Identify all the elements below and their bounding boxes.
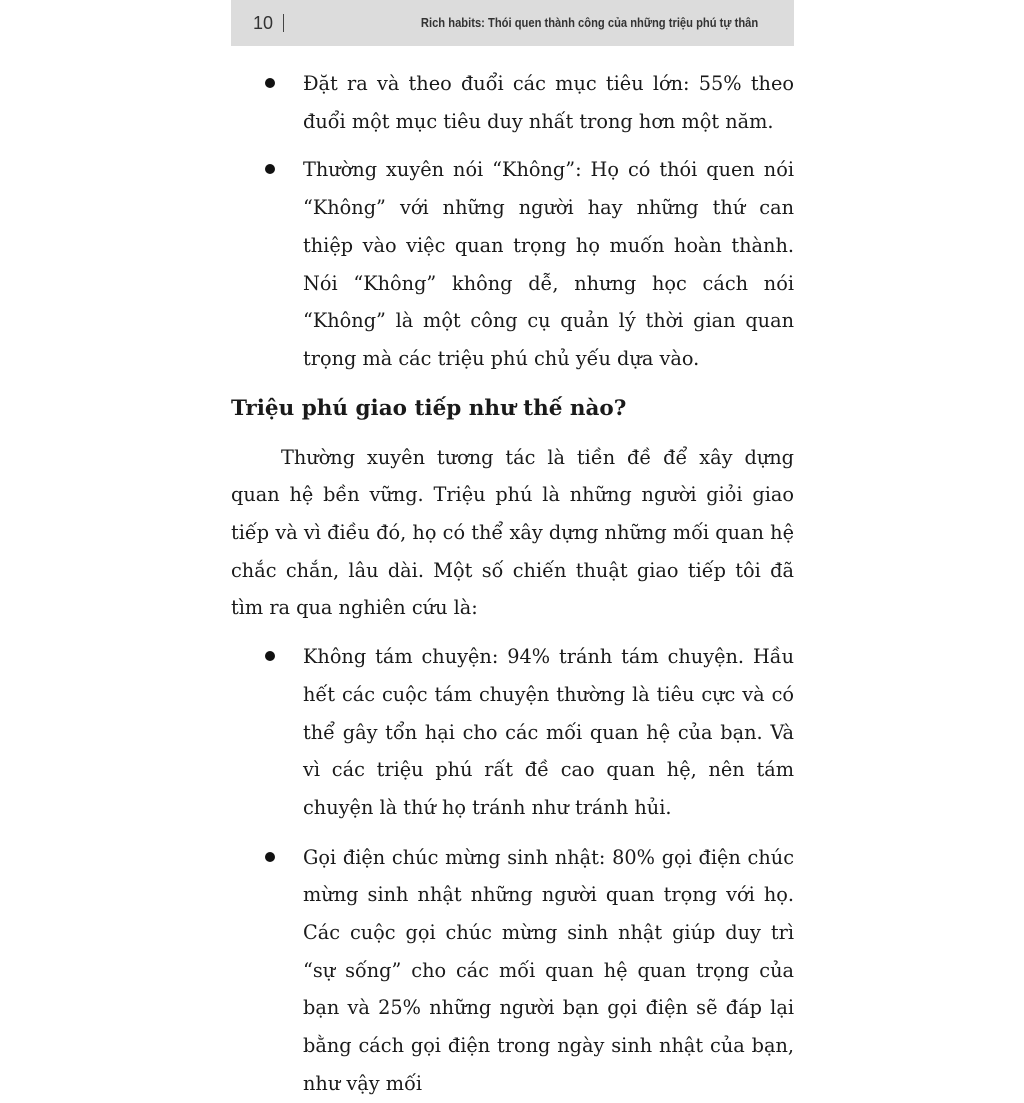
running-title: Rich habits: Thói quen thành công của những triệu phú tự thân	[420, 15, 758, 30]
list-item-text: Đặt ra và theo đuổi các mục tiêu lớn: 55% theo đuổi một mục tiêu duy nhất trong hơn một năm.	[303, 72, 794, 133]
page-header	[231, 0, 794, 46]
body-paragraph: Thường xuyên tương tác là tiền đề để xây dựng quan hệ bền vững. Triệu phú là những người giỏi giao tiếp và vì điều đó, họ có thể xây dựng những mối quan hệ chắc chắn, lâu dài. Một số chiến thuật giao tiếp tôi đã tìm ra qua nghiên cứu là:	[231, 445, 794, 620]
list-item-text: Không tám chuyện: 94% tránh tám chuyện. Hầu hết các cuộc tám chuyện thường là tiêu cực và có thể gây tổn hại cho các mối quan hệ của bạn. Và vì các triệu phú rất đề cao quan hệ, nên tám chuyện là thứ họ tránh như tránh hủi.	[303, 645, 794, 819]
bullet-list-bottom	[231, 638, 794, 1102]
bullet-list-top	[231, 65, 794, 378]
list-item	[231, 839, 794, 1103]
list-item	[231, 638, 794, 827]
list-item-text: Thường xuyên nói “Không”: Họ có thói quen nói “Không” với những người hay những thứ can thiệp vào việc quan trọng họ muốn hoàn thành. Nói “Không” không dễ, nhưng học cách nói “Không” là một công cụ quản lý thời gian quan trọng mà các triệu phú chủ yếu dựa vào.	[303, 158, 794, 370]
bullet-icon	[265, 651, 275, 661]
header-separator	[283, 14, 284, 32]
list-item-text: Gọi điện chúc mừng sinh nhật: 80% gọi điện chúc mừng sinh nhật những người quan trọng với họ. Các cuộc gọi chúc mừng sinh nhật giúp duy trì “sự sống” cho các mối quan hệ quan trọng của bạn và 25% những người bạn gọi điện sẽ đáp lại bằng cách gọi điện trong ngày sinh nhật của bạn, như vậy mối	[303, 845, 794, 1095]
list-item	[231, 65, 794, 140]
section-heading: Triệu phú giao tiếp như thế nào?	[231, 395, 627, 421]
list-item	[231, 151, 794, 377]
page-number: 10	[253, 13, 274, 33]
bullet-icon	[265, 78, 275, 88]
bullet-icon	[265, 164, 275, 174]
bullet-icon	[265, 852, 275, 862]
page-content	[231, 65, 794, 1103]
